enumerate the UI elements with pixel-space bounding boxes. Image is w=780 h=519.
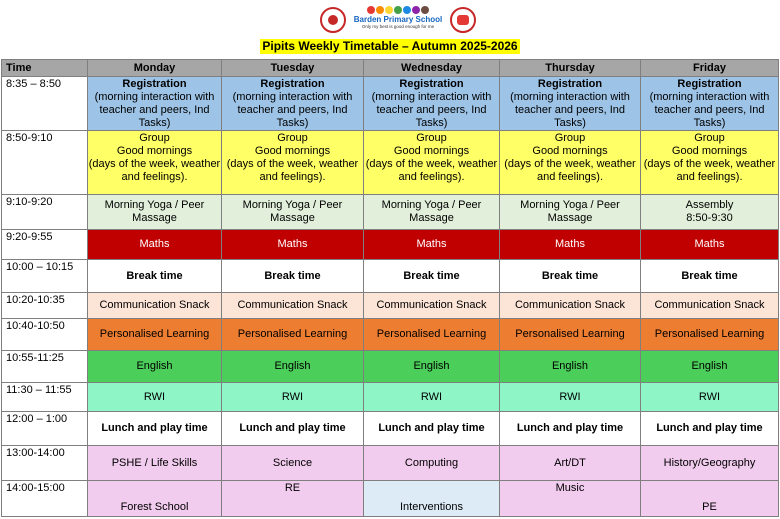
lesson-text: Maths — [277, 238, 308, 250]
lesson-text: Group Good mornings (days of the week, weather and feelings). — [88, 132, 221, 183]
lesson-text: Maths — [416, 238, 447, 250]
lesson-text: (morning interaction with teacher and peers, Ind Tasks) — [649, 91, 770, 129]
lesson-text: Break time — [126, 269, 183, 282]
lesson-cell-thursday — [500, 383, 641, 412]
lesson-cell-tuesday — [222, 131, 364, 195]
child-head-icon — [385, 6, 393, 14]
timetable-row — [2, 383, 779, 412]
lesson-cell-monday — [88, 77, 222, 131]
child-head-icon — [403, 6, 411, 14]
lesson-cell-friday — [641, 260, 779, 293]
lesson-title: Registration — [677, 78, 742, 90]
school-badge-icon — [320, 7, 346, 33]
lesson-cell-tuesday — [222, 481, 364, 517]
lesson-cell-tuesday — [222, 293, 364, 319]
time-slot: 10:00 – 10:15 — [2, 260, 88, 293]
lesson-text: Personalised Learning — [654, 328, 765, 340]
lesson-cell-friday — [641, 293, 779, 319]
lesson-cell-tuesday — [222, 319, 364, 351]
lesson-text: Lunch and play time — [239, 422, 346, 434]
lesson-text: RE — [284, 482, 301, 494]
lesson-cell-monday — [88, 260, 222, 293]
lesson-text: Morning Yoga / Peer Massage — [381, 199, 482, 224]
lesson-text: RWI — [281, 390, 304, 403]
lesson-cell-friday — [641, 230, 779, 260]
lesson-cell-wednesday — [364, 383, 500, 412]
lesson-title: Registration — [260, 78, 325, 90]
lesson-cell-monday — [88, 131, 222, 195]
timetable-row — [2, 351, 779, 383]
lesson-cell-friday — [641, 446, 779, 481]
lesson-text: Assembly 8:50-9:30 — [685, 199, 734, 224]
lesson-cell-friday — [641, 195, 779, 230]
lesson-cell-monday — [88, 319, 222, 351]
school-banner — [348, 4, 448, 36]
lesson-cell-wednesday — [364, 319, 500, 351]
lesson-cell-monday — [88, 293, 222, 319]
lesson-text: Break time — [541, 269, 599, 282]
timetable-row — [2, 260, 779, 293]
timetable-row — [2, 77, 779, 131]
lesson-text: English — [413, 360, 450, 372]
lesson-text: (morning interaction with teacher and peers, Ind Tasks) — [510, 91, 630, 129]
lesson-cell-thursday — [500, 293, 641, 319]
lesson-cell-tuesday — [222, 260, 364, 293]
lesson-cell-tuesday — [222, 195, 364, 230]
lesson-text: Lunch and play time — [378, 422, 485, 434]
lesson-cell-wednesday — [364, 351, 500, 383]
timetable-row — [2, 195, 779, 230]
lesson-cell-wednesday — [364, 195, 500, 230]
header-thursday: Thursday — [500, 60, 641, 77]
lesson-text: Communication Snack — [514, 299, 626, 311]
time-slot: 10:20-10:35 — [2, 293, 88, 319]
time-slot: 14:00-15:00 — [2, 481, 88, 517]
lesson-cell-wednesday — [364, 77, 500, 131]
lesson-cell-friday — [641, 412, 779, 446]
lesson-cell-thursday — [500, 260, 641, 293]
lesson-cell-thursday — [500, 319, 641, 351]
time-slot: 10:40-10:50 — [2, 319, 88, 351]
lesson-text: Group Good mornings (days of the week, weather and feelings). — [504, 132, 636, 183]
timetable-row — [2, 481, 779, 517]
lesson-text: Science — [272, 456, 313, 469]
lesson-text: Lunch and play time — [656, 422, 763, 434]
lesson-cell-wednesday — [364, 260, 500, 293]
lesson-title: Registration — [122, 78, 187, 90]
lesson-text: RWI — [143, 390, 166, 403]
children-heads — [348, 6, 448, 14]
lesson-text: RWI — [698, 390, 721, 403]
time-slot: 9:20-9:55 — [2, 230, 88, 260]
lesson-cell-wednesday — [364, 412, 500, 446]
timetable-row — [2, 319, 779, 351]
timetable-row — [2, 293, 779, 319]
timetable-row — [2, 412, 779, 446]
timetable — [1, 59, 779, 517]
lesson-text: Break time — [403, 269, 460, 282]
time-slot: 11:30 – 11:55 — [2, 383, 88, 412]
lesson-cell-tuesday — [222, 230, 364, 260]
lesson-text: Communication Snack — [237, 299, 348, 311]
lesson-cell-friday — [641, 351, 779, 383]
lesson-text: English — [274, 360, 311, 372]
lesson-text: (morning interaction with teacher and peers, Ind Tasks) — [371, 91, 492, 129]
lesson-cell-thursday — [500, 195, 641, 230]
lesson-text: Communication Snack — [376, 299, 487, 311]
lesson-cell-thursday — [500, 230, 641, 260]
lesson-cell-tuesday — [222, 351, 364, 383]
lesson-cell-thursday — [500, 351, 641, 383]
lesson-cell-friday — [641, 319, 779, 351]
lesson-cell-monday — [88, 230, 222, 260]
lesson-text: Personalised Learning — [515, 328, 625, 340]
header-tuesday: Tuesday — [222, 60, 364, 77]
time-slot: 8:50-9:10 — [2, 131, 88, 195]
lesson-text: Maths — [139, 238, 170, 250]
lesson-text: Group Good mornings (days of the week, weather and feelings). — [643, 132, 776, 183]
school-motto: Only my best is good enough for me — [361, 24, 435, 29]
lesson-cell-thursday — [500, 446, 641, 481]
header-friday: Friday — [641, 60, 779, 77]
child-head-icon — [394, 6, 402, 14]
lesson-cell-monday — [88, 481, 222, 517]
lesson-cell-wednesday — [364, 230, 500, 260]
lesson-title: Registration — [399, 78, 464, 90]
lesson-title: Registration — [537, 78, 603, 90]
lesson-text: Break time — [681, 269, 738, 282]
lesson-text: Personalised Learning — [237, 328, 348, 340]
lesson-cell-thursday — [500, 481, 641, 517]
lesson-text: RWI — [420, 390, 443, 403]
time-slot: 12:00 – 1:00 — [2, 412, 88, 446]
lesson-cell-friday — [641, 481, 779, 517]
header-time: Time — [2, 60, 88, 77]
time-slot: 8:35 – 8:50 — [2, 77, 88, 131]
lesson-text: Forest School — [120, 501, 189, 513]
lesson-cell-monday — [88, 446, 222, 481]
timetable-row — [2, 230, 779, 260]
lesson-cell-monday — [88, 412, 222, 446]
lesson-cell-friday — [641, 77, 779, 131]
lesson-text: Communication Snack — [654, 299, 765, 311]
lesson-cell-monday — [88, 383, 222, 412]
header-monday: Monday — [88, 60, 222, 77]
lesson-text: Morning Yoga / Peer Massage — [242, 199, 343, 224]
timetable-row — [2, 131, 779, 195]
lesson-text: Computing — [404, 456, 459, 469]
lesson-text: Lunch and play time — [101, 422, 208, 434]
lesson-text: Music — [555, 482, 585, 494]
lesson-cell-wednesday — [364, 481, 500, 517]
lesson-text: (morning interaction with teacher and peers, Ind Tasks) — [232, 91, 353, 129]
lesson-cell-wednesday — [364, 131, 500, 195]
lesson-text: PSHE / Life Skills — [111, 456, 198, 469]
award-badge-icon — [450, 7, 476, 33]
lesson-text: Interventions — [400, 501, 463, 513]
lesson-cell-tuesday — [222, 77, 364, 131]
lesson-text: Maths — [555, 238, 585, 250]
lesson-text: English — [691, 360, 728, 372]
title-wrap — [0, 37, 780, 55]
lesson-text: Lunch and play time — [516, 422, 624, 434]
lesson-cell-thursday — [500, 77, 641, 131]
lesson-text: History/Geography — [663, 456, 756, 469]
time-slot: 10:55-11:25 — [2, 351, 88, 383]
lesson-cell-thursday — [500, 131, 641, 195]
child-head-icon — [367, 6, 375, 14]
lesson-text: Break time — [264, 269, 321, 282]
lesson-text: Personalised Learning — [376, 328, 487, 340]
school-name: Barden Primary School — [353, 15, 443, 24]
timetable-row — [2, 446, 779, 481]
child-head-icon — [376, 6, 384, 14]
lesson-text: Communication Snack — [99, 299, 210, 311]
lesson-text: Morning Yoga / Peer Massage — [104, 199, 205, 224]
lesson-cell-wednesday — [364, 446, 500, 481]
child-head-icon — [412, 6, 420, 14]
header-wednesday: Wednesday — [364, 60, 500, 77]
lesson-cell-wednesday — [364, 293, 500, 319]
time-slot: 13:00-14:00 — [2, 446, 88, 481]
lesson-text: (morning interaction with teacher and peers, Ind Tasks) — [94, 91, 215, 129]
lesson-cell-friday — [641, 131, 779, 195]
lesson-text: PE — [702, 501, 717, 513]
timetable-header-row — [2, 60, 779, 77]
lesson-text: RWI — [559, 390, 581, 403]
lesson-cell-tuesday — [222, 383, 364, 412]
lesson-text: Morning Yoga / Peer Massage — [520, 199, 620, 224]
lesson-cell-tuesday — [222, 446, 364, 481]
lesson-cell-monday — [88, 351, 222, 383]
lesson-text: Maths — [694, 238, 725, 250]
time-slot: 9:10-9:20 — [2, 195, 88, 230]
lesson-cell-thursday — [500, 412, 641, 446]
school-logo — [318, 4, 478, 36]
lesson-text: Group Good mornings (days of the week, weather and feelings). — [365, 132, 498, 183]
lesson-text: Personalised Learning — [99, 328, 210, 340]
lesson-cell-friday — [641, 383, 779, 412]
lesson-text: Group Good mornings (days of the week, weather and feelings). — [226, 132, 359, 183]
lesson-text: English — [551, 360, 589, 372]
lesson-text: English — [136, 360, 173, 372]
lesson-cell-monday — [88, 195, 222, 230]
lesson-text: Art/DT — [554, 456, 586, 469]
child-head-icon — [421, 6, 429, 14]
page-title: Pipits Weekly Timetable – Autumn 2025-2026 — [262, 39, 518, 53]
lesson-cell-tuesday — [222, 412, 364, 446]
